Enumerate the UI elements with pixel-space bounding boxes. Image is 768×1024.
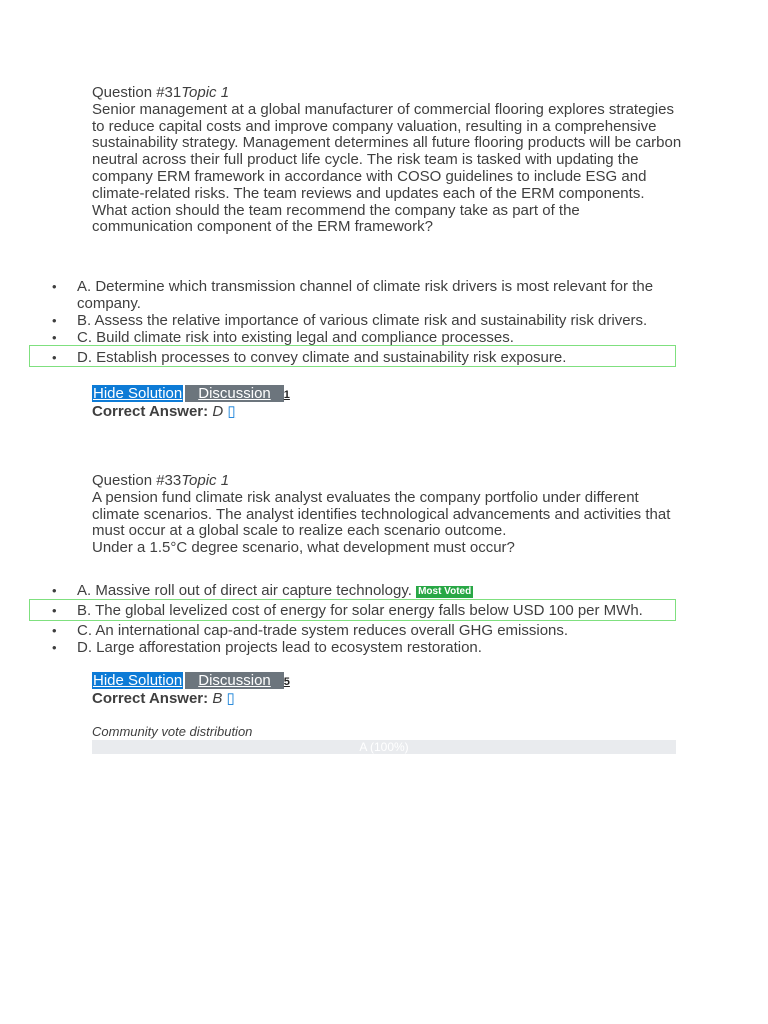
choice-b[interactable]: • B. Assess the relative importance of various climate risk and sustainability risk drivers. — [0, 312, 768, 329]
discussion-button[interactable]: Discussion — [185, 385, 284, 402]
choice-a[interactable] — [0, 582, 768, 599]
question-33-prompt: Under a 1.5°C degree scenario, what development must occur? — [92, 539, 515, 557]
question-31-actions — [92, 385, 290, 404]
discussion-button[interactable]: Discussion — [185, 672, 284, 689]
correct-choice-highlight — [29, 599, 676, 621]
question-31-prompt: What action should the team recommend the company take as part of the communication component of the ERM framework? — [92, 201, 580, 236]
question-31-title — [92, 85, 682, 102]
hide-solution-button[interactable]: Hide Solution — [93, 672, 183, 689]
question-topic: Topic 1 — [181, 84, 230, 101]
question-33-answer — [92, 690, 247, 707]
correct-answer-label: Correct Answer: — [92, 403, 209, 420]
question-31-block — [92, 85, 682, 236]
correct-answer-value: D — [212, 403, 224, 420]
choice-b[interactable]: • B. The global levelized cost of energy for solar energy falls below USD 100 per MWh. — [0, 602, 768, 619]
question-topic: Topic 1 — [181, 472, 230, 489]
correct-choice-highlight — [29, 345, 676, 367]
question-33-actions — [92, 672, 290, 691]
discussion-count[interactable]: 5 — [283, 676, 290, 688]
correct-answer-label: Correct Answer: — [92, 690, 209, 707]
question-33-title — [92, 473, 682, 490]
choice-c[interactable]: • C. Build climate risk into existing legal and compliance processes. — [0, 329, 768, 346]
question-number: Question #33 — [92, 472, 182, 489]
choice-d[interactable]: • D. Establish processes to convey climate and sustainability risk exposure. — [0, 349, 768, 366]
question-33-text: A pension fund climate risk analyst evaluates the company portfolio under different climate scenarios. The analyst identifies technological advancements and activities that must occur at a global scale to realize each scenario outcome. — [92, 488, 671, 540]
vote-bar-text: A (100%) — [359, 740, 409, 754]
choice-a[interactable]: • A. Determine which transmission channel of climate risk drivers is most relevant for the company. — [0, 278, 768, 312]
discussion-count[interactable]: 1 — [283, 389, 290, 401]
choice-c[interactable]: • C. An international cap-and-trade system reduces overall GHG emissions. — [0, 622, 768, 639]
hide-solution-button[interactable]: Hide Solution — [93, 385, 183, 402]
question-31-answer — [92, 403, 248, 420]
vote-distribution-bar — [92, 740, 676, 754]
choice-a-text: A. Massive roll out of direct air capture technology. — [77, 582, 412, 599]
question-number: Question #31 — [92, 84, 182, 101]
most-voted-badge: Most Voted — [418, 586, 472, 597]
question-31-text: Senior management at a global manufacturer of commercial flooring explores strategies to reduce capital costs and improve company valuation, resulting in a comprehensive sustainability strategy. Management determines all future flooring products will be carbon neutral across their full product life cycle. The risk team is tasked with updating the company ERM framework in accordance with COSO guidelines to include ESG and climate-related risks. The team reviews and updates each of the ERM components. — [92, 100, 682, 202]
question-33-block — [92, 473, 682, 557]
answer-info-icon[interactable]: ▯ — [226, 690, 235, 707]
vote-distribution-label: Community vote distribution — [92, 724, 253, 739]
answer-info-icon[interactable]: ▯ — [227, 403, 236, 420]
correct-answer-value: B — [212, 690, 223, 707]
choice-d[interactable]: • D. Large afforestation projects lead to ecosystem restoration. — [0, 639, 768, 656]
